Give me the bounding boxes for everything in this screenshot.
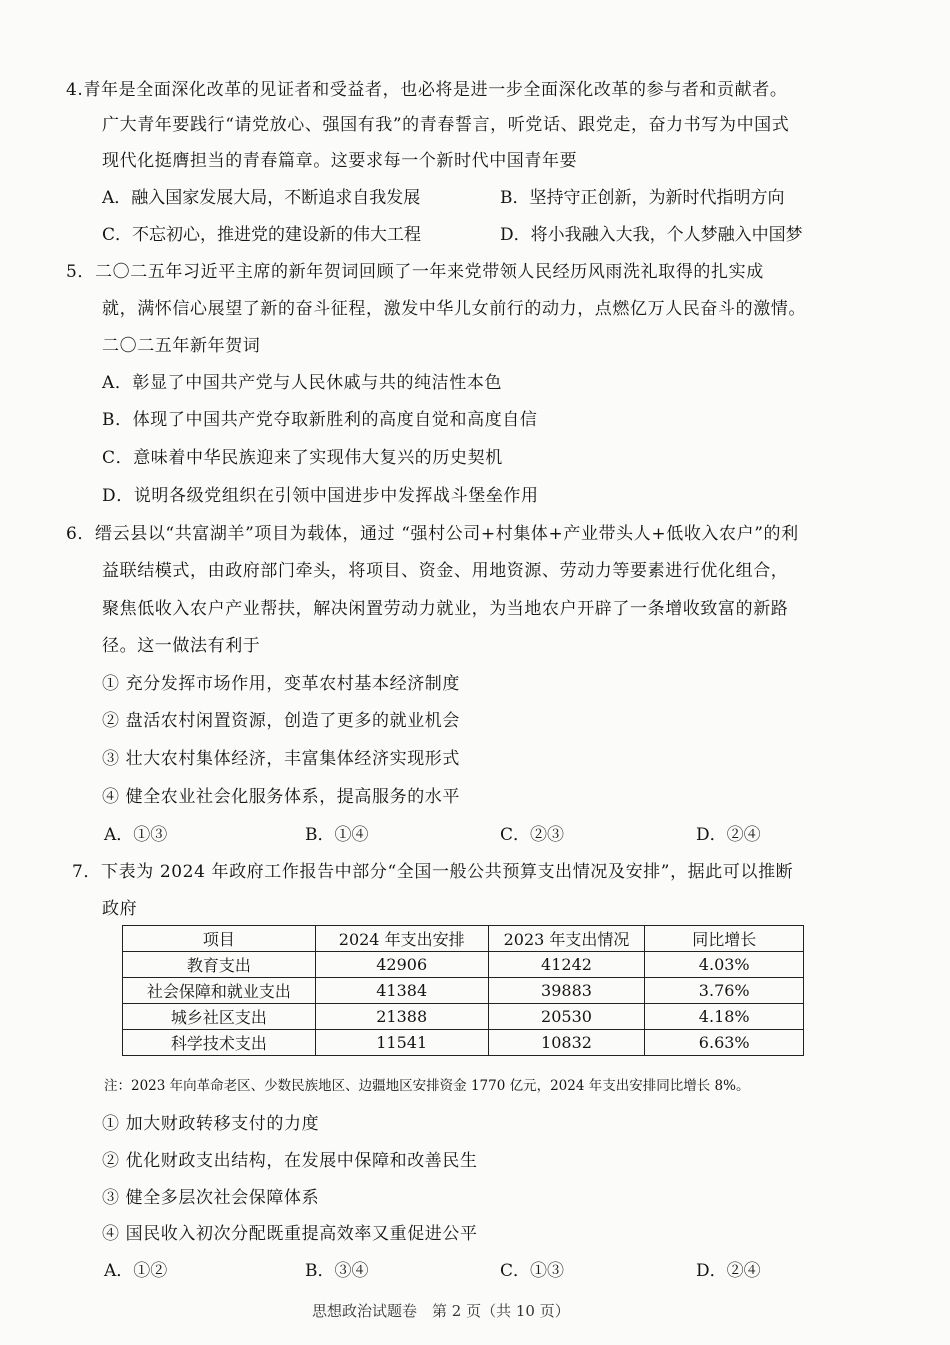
- table-note: 注：2023 年向革命老区、少数民族地区、边疆地区安排资金 1770 亿元，2024 年支出安排同比增长 8%。: [104, 1078, 750, 1094]
- table-cell: 10832: [488, 1030, 645, 1056]
- table-cell: 39883: [488, 978, 645, 1004]
- q6-option-a: A．①③: [104, 825, 168, 845]
- q7-option-d: D．②④: [696, 1261, 761, 1281]
- q4-option-d: D．将小我融入大我，个人梦融入中国梦: [500, 225, 803, 245]
- table-cell: 教育支出: [123, 952, 316, 978]
- q6-item-3: ③ 壮大农村集体经济，丰富集体经济实现形式: [102, 749, 461, 769]
- table-cell: 3.76%: [645, 978, 804, 1004]
- q7-item-2: ② 优化财政支出结构，在发展中保障和改善民生: [102, 1151, 478, 1171]
- q6-item-1: ① 充分发挥市场作用，变革农村基本经济制度: [102, 674, 461, 694]
- q4-option-a: A．融入国家发展大局，不断追求自我发展: [102, 188, 421, 208]
- q6-stem-line-1: 6．缙云县以“共富湖羊”项目为载体，通过 “强村公司+村集体+产业带头人+低收入农户”的利: [66, 524, 799, 544]
- table-row: [123, 952, 804, 978]
- table-header-cell: 同比增长: [645, 926, 804, 952]
- q7-item-4: ④ 国民收入初次分配既重提高效率又重促进公平: [102, 1224, 478, 1244]
- q5-option-d: D．说明各级党组织在引领中国进步中发挥战斗堡垒作用: [102, 486, 539, 506]
- table-header-cell: 2023 年支出情况: [488, 926, 645, 952]
- q6-item-2: ② 盘活农村闲置资源，创造了更多的就业机会: [102, 711, 461, 731]
- table-cell: 41384: [315, 978, 488, 1004]
- table-cell: 42906: [315, 952, 488, 978]
- q7-stem-line-2: 政府: [102, 899, 138, 919]
- table-cell: 社会保障和就业支出: [123, 978, 316, 1004]
- table-cell: 城乡社区支出: [123, 1004, 316, 1030]
- table-header-cell: 2024 年支出安排: [315, 926, 488, 952]
- q5-option-c: C．意味着中华民族迎来了实现伟大复兴的历史契机: [102, 448, 503, 468]
- q7-item-3: ③ 健全多层次社会保障体系: [102, 1188, 320, 1208]
- q5-stem-line-3: 二〇二五年新年贺词: [102, 336, 261, 356]
- table-cell: 41242: [488, 952, 645, 978]
- table-cell: 6.63%: [645, 1030, 804, 1056]
- table-cell: 4.18%: [645, 1004, 804, 1030]
- budget-table: [122, 925, 804, 1056]
- q5-stem-line-2: 就，满怀信心展望了新的奋斗征程，激发中华儿女前行的动力，点燃亿万人民奋斗的激情。: [102, 299, 806, 319]
- table-row: [123, 1030, 804, 1056]
- q6-item-4: ④ 健全农业社会化服务体系，提高服务的水平: [102, 787, 461, 807]
- q7-option-c: C．①③: [500, 1261, 565, 1281]
- table-row: [123, 1004, 804, 1030]
- table-cell: 20530: [488, 1004, 645, 1030]
- q4-stem-line-3: 现代化挺膺担当的青春篇章。这要求每一个新时代中国青年要: [102, 151, 578, 171]
- q6-stem-line-4: 径。这一做法有利于: [102, 636, 261, 656]
- table-cell: 科学技术支出: [123, 1030, 316, 1056]
- q5-option-b: B．体现了中国共产党夺取新胜利的高度自觉和高度自信: [102, 410, 538, 430]
- q6-option-c: C．②③: [500, 825, 565, 845]
- table-cell: 4.03%: [645, 952, 804, 978]
- table-row: [123, 978, 804, 1004]
- q7-item-1: ① 加大财政转移支付的力度: [102, 1114, 320, 1134]
- q7-stem-line-1: 7．下表为 2024 年政府工作报告中部分“全国一般公共预算支出情况及安排”，据此可以推断: [72, 862, 794, 882]
- q4-stem-line-1: 4.青年是全面深化改革的见证者和受益者，也必将是进一步全面深化改革的参与者和贡献者。: [66, 80, 788, 100]
- table-header-cell: 项目: [123, 926, 316, 952]
- q5-stem-line-1: 5．二〇二五年习近平主席的新年贺词回顾了一年来党带领人民经历风雨洗礼取得的扎实成: [66, 262, 764, 282]
- q4-option-b: B．坚持守正创新，为新时代指明方向: [500, 188, 785, 208]
- q4-option-c: C．不忘初心，推进党的建设新的伟大工程: [102, 225, 422, 245]
- q6-stem-line-3: 聚焦低收入农户产业帮扶，解决闲置劳动力就业，为当地农户开辟了一条增收致富的新路: [102, 599, 789, 619]
- q6-option-b: B．①④: [305, 825, 369, 845]
- q6-option-d: D．②④: [696, 825, 761, 845]
- q7-option-b: B．③④: [305, 1261, 369, 1281]
- q5-option-a: A．彰显了中国共产党与人民休戚与共的纯洁性本色: [102, 373, 503, 393]
- table-header-row: [123, 926, 804, 952]
- table-cell: 21388: [315, 1004, 488, 1030]
- table-cell: 11541: [315, 1030, 488, 1056]
- q4-stem-line-2: 广大青年要践行“请党放心、强国有我”的青春誓言，听党话、跟党走，奋力书写为中国式: [102, 115, 790, 135]
- q7-option-a: A．①②: [104, 1261, 168, 1281]
- page-footer: 思想政治试题卷 第 2 页（共 10 页）: [312, 1302, 570, 1320]
- q6-stem-line-2: 益联结模式，由政府部门牵头，将项目、资金、用地资源、劳动力等要素进行优化组合，: [102, 561, 789, 581]
